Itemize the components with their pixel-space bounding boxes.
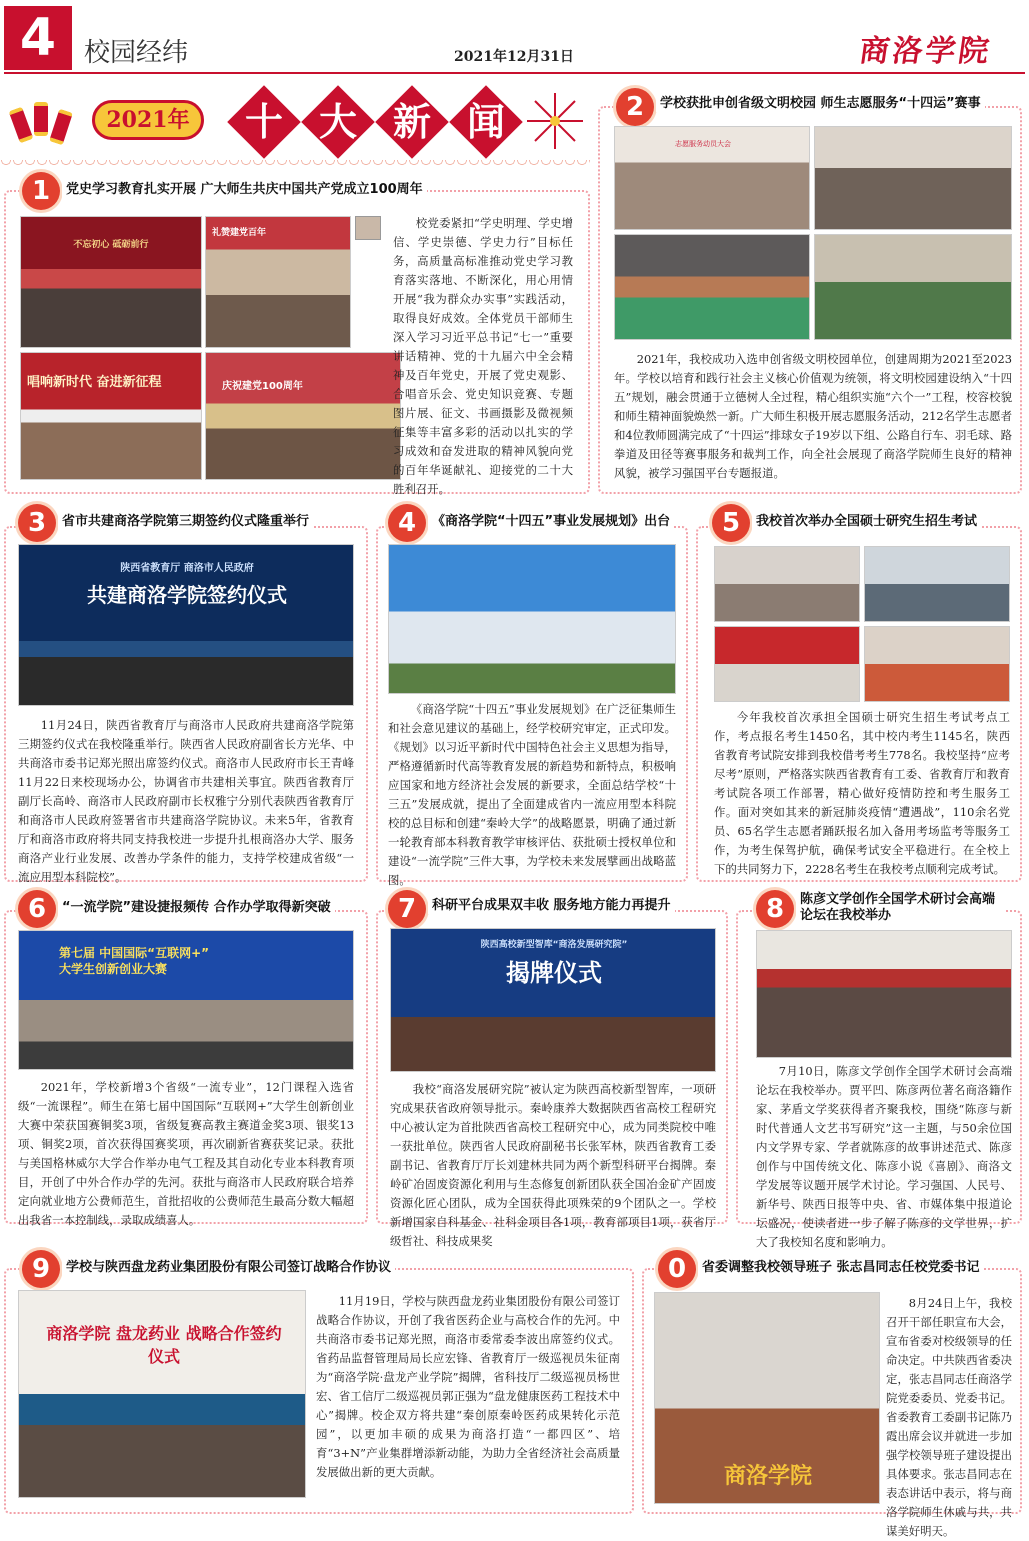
news-headline: 省委调整我校领导班子 张志昌同志任校党委书记 [698, 1260, 984, 1276]
news-photo [20, 216, 202, 348]
banner-title-char: 新 [375, 85, 449, 159]
news-number-badge: 0 [658, 1250, 696, 1288]
news-number-badge: 9 [22, 1250, 60, 1288]
news-body: 校党委紧扣“学史明理、学史增信、学史崇德、学史力行”目标任务，高质量高标准推动党史学习教育落实落地、不断深化，用心用情开展“我为群众办实事”实践活动，取得良好成效。全体党员干部师生深入学习习近平总书记“七一”重要讲话精神、党的十九届六中全会精神及百年党史，开展了党史观影、合唱音乐会、党史知识竞赛、专题图片展、征文、书画摄影及微视频征集等丰富多彩的活动以扎实的学习成效和奋发进取的精神风貌向党的百年华诞献礼、迎接党的二十大胜利召开。 [393, 216, 573, 496]
news-photo [756, 930, 1012, 1058]
banner-title-char: 闻 [449, 85, 523, 159]
news-photo [864, 546, 1010, 622]
banner-scallop-divider [0, 160, 590, 168]
photo-caption: 庆祝建党100周年 [222, 381, 303, 392]
news-body: 11月24日，陕西省教育厅与商洛市人民政府共建商洛学院第三期签约仪式在我校隆重举行。陕西省人民政府副省长方光华、中共商洛市委书记郑光照出席签约仪式。商洛市人民政府市长王青峰11月22日来校现场办公，协调省市共建相关事宜。陕西省教育厅副厅长高岭、商洛市人民政府副市长权雅宁分别代表陕西省教育厅和商洛市人民政府签署省市共建商洛学院协议。未来5年，省教育厅和商洛市政府将共同支持我校进一步提升扎根商洛办大学、服务商洛产业行业发展、改善办学条件的能力，支持学校建成省级“一流应用型本科院校”。 [18, 718, 354, 884]
news-body: 《商洛学院“十四五”事业发展规划》在广泛征集师生和社会意见建议的基础上，经学校研究审定，正式印发。《规划》以习近平新时代中国特色社会主义思想为指导，严格遵循新时代高等教育发展的新趋势和新特点，积极响应国家和地方经济社会发展的新要求，全面总结学校“十三五”发展成就，提出了全面建成省内一流应用型本科院校的总目标和创建“秦岭大学”的战略愿景，明确了通过新一轮教育部本科教育教学审核评估、获批硕士授权单位和建设“一流学院”三件大事，为学校未来发展擘画出战略蓝图。 [388, 702, 676, 887]
news-number-badge: 3 [18, 504, 56, 542]
masthead-rule [4, 72, 1025, 74]
news-headline: 科研平台成果双丰收 服务地方能力再提升 [428, 898, 675, 914]
photo-caption: 商洛学院 [723, 1463, 812, 1489]
photo-caption: 陕西高校新型智库“商洛发展研究院” [480, 940, 628, 950]
banner-title-char: 十 [227, 85, 301, 159]
news-body: 8月24日上午，我校召开干部任职宣布大会，宣布省委对校级领导的任命决定。中共陕西省委决定，张志昌同志任商洛学院党委委员、党委书记。省委教育工委副书记陈乃霞出席会议并就进一步加强学校领导班子建设提出具体要求。张志昌同志在表态讲话中表示，将与商洛学院师生休戚与共，共谋美好明天。 [886, 1296, 1012, 1538]
news-number-badge: 7 [388, 890, 426, 928]
issue-date: 2021年12月31日 [454, 49, 574, 65]
page-number: 4 [4, 6, 72, 70]
banner-year: 2021年 [92, 100, 204, 140]
news-photo [614, 234, 810, 340]
news-headline: 省市共建商洛学院第三期签约仪式隆重举行 [58, 514, 313, 530]
firework-icon [524, 90, 586, 152]
news-photo [390, 928, 716, 1072]
news-headline: 学校与陕西盘龙药业集团股份有限公司签订战略合作协议 [62, 1260, 395, 1276]
news-body: 今年我校首次承担全国硕士研究生招生考试考点工作，考点报名考生1450名，其中校内考生1145名，陕西省教育考试院安排到我校借考考生778名。我校坚持“应考尽考”原则，严格落实陕西省教育有工委、省教育厅和教育考试院各项工作部署，精心做好疫情防控和考生服务工作。面对突如其来的新冠肺炎疫情“遭遇战”，110余名党员、65名学生志愿者踊跃报名加入备用考场监考等服务工作，为考生保驾护航，确保考试安全平稳进行。在全校上下的共同努力下，2228名考生在我校考点顺利完成考试。 [714, 710, 1010, 876]
news-photo [18, 930, 354, 1070]
news-body: 7月10日，陈彦文学创作全国学术研讨会高端论坛在我校举办。贾平凹、陈彦两位著名商洛籍作家、茅盾文学奖获得者齐聚我校，围绕“陈彦与新时代普通人文艺书写研究”这一主题，与50余位国内文学界专家、学者就陈彦的故事讲述范式、陈彦创作与中国传统文化、陈彦小说《喜剧》、商洛文学发展等议题开展学术讨论。学习强国、人民号、新华号、陕西日报等中央、省、市媒体集中报道论坛盛况，使读者进一步了解了陈彦的文学世界，扩大了我校知名度和影响力。 [756, 1064, 1012, 1249]
photo-caption: 揭牌仪式 [506, 959, 602, 987]
news-body: 11月19日，学校与陕西盘龙药业集团股份有限公司签订战略合作协议，开创了我省医药企业与高校合作的先河。中共商洛市委书记郑光照，商洛市委常委李波出席签约仪式。省药品监督管理局局长应宏锋、省教育厅一级巡视员朱征南为“商洛学院·盘龙产业学院”揭牌，省科技厅二级巡视员杨世宏、省工信厅二级巡视员郭正强为“盘龙健康医药工程技术中心”揭牌。校企双方将共建“秦创原秦岭医药成果转化示范园”，以更加丰硕的成果为商洛打造“一都四区”、培育“3+N”产业集群增添新动能，为助力全省经济社会高质量发展做出新的更大贡献。 [316, 1294, 620, 1479]
news-photo [814, 126, 1012, 230]
news-photo [388, 544, 676, 694]
portrait-thumbnail [355, 216, 381, 240]
photo-caption: 第七届 中国国际“互联网+” 大学生创新创业大赛 [59, 946, 210, 976]
masthead [0, 0, 1029, 78]
news-body: 2021年，我校成功入选申创省级文明校园单位，创建周期为2021至2023年。学校以培育和践行社会主义核心价值观为统领，将文明校园建设纳入“十四五”规划，融会贯通于立德树人全过程，精心组织实施“六个一”工程，校容校貌和师生精神面貌焕然一新。广大师生积极开展志愿服务活动，212名学生志愿者和4位教师圆满完成了“十四运”排球女子19岁以下组、公路自行车、羽毛球、路拳道及田径等赛事服务和裁判工作，向全社会展现了商洛学院师生良好的精神风貌，被学习强国平台专题报道。 [614, 352, 1012, 480]
photo-caption: 不忘初心 砥砺前行 [73, 240, 149, 250]
news-headline: 党史学习教育扎实开展 广大师生共庆中国共产党成立100周年 [62, 182, 427, 198]
section-name: 校园经纬 [84, 38, 189, 68]
news-photo [654, 1292, 880, 1504]
news-headline: 《商洛学院“十四五”事业发展规划》出台 [428, 514, 674, 530]
photo-caption: 唱响新时代 奋进新征程 [27, 375, 162, 390]
news-photo [714, 546, 860, 622]
photo-caption: 志愿服务动员大会 [675, 140, 731, 148]
news-photo [18, 1290, 306, 1498]
news-body: 我校“商洛发展研究院”被认定为陕西高校新型智库，一项研究成果获省政府领导批示。秦岭康养大数据陕西省高校工程研究中心被认定为首批陕西省高校工程研究中心，成为同类院校中唯一获批单位。陕西省人民政府副秘书长张军林，陕西省教育工委副书记、省教育厅厅长刘建林共同为两个新型科研平台揭牌。秦岭矿冶固废资源化利用与生态修复创新团队获全国冶金矿产固废资源化匠心团队，成为全国获得此项殊荣的9个团队之一。学校新增国家自科基金、社科金项目各1项，教育部项目1项，获省厅级哲社、科技成果奖 [390, 1082, 716, 1248]
news-headline: 陈彦文学创作全国学术研讨会高端论坛在我校举办 [796, 892, 1006, 924]
news-photo [714, 626, 860, 702]
photo-caption: 共建商洛学院签约仪式 [87, 583, 287, 607]
masthead-logo: 商洛学院 [857, 34, 994, 69]
photo-caption: 商洛学院 盘龙药业 战略合作签约仪式 [46, 1324, 282, 1366]
banner-title-char: 大 [301, 85, 375, 159]
news-headline: 我校首次举办全国硕士研究生招生考试 [752, 514, 981, 530]
news-number-badge: 8 [756, 890, 794, 928]
news-photo [18, 544, 354, 706]
news-number-badge: 5 [712, 504, 750, 542]
news-photo [614, 126, 810, 230]
photo-caption: 陕西省教育厅 商洛市人民政府 [120, 563, 254, 574]
news-photo [20, 352, 202, 480]
news-photo [814, 234, 1012, 340]
news-body: 2021年，学校新增3个省级“一流专业”，12门课程入选省级“一流课程”。师生在第七届中国国际“互联网+”大学生创新创业大赛中荣获国赛铜奖3项，省级复赛高教主赛道金奖3项、银奖13项、铜奖2项，首次获得国赛奖项，再次刷新省赛获奖记录。获批与美国格林威尔大学合作举办电气工程及其自动化专业本科教育项目，开创了中外合作办学的先河。获批与商洛市人民政府联合培养定向就业地方公费师范生，首批招收的公费师范生最高分数大幅超出我省一本控制线，录取成绩喜人。 [18, 1080, 354, 1227]
news-headline: “一流学院”建设捷报频传 合作办学取得新突破 [58, 900, 335, 916]
firecracker-icon [49, 109, 73, 146]
news-photo [864, 626, 1010, 702]
news-photo [205, 216, 351, 348]
news-number-badge: 1 [22, 172, 60, 210]
news-number-badge: 4 [388, 504, 426, 542]
news-headline: 学校获批申创省级文明校园 师生志愿服务“十四运”赛事 [656, 96, 985, 112]
news-number-badge: 2 [616, 88, 654, 126]
firecracker-icon [9, 107, 34, 144]
news-photo [205, 352, 401, 480]
firecracker-icon [34, 102, 48, 136]
photo-caption: 礼赞建党百年 [212, 228, 267, 238]
news-number-badge: 6 [18, 890, 56, 928]
